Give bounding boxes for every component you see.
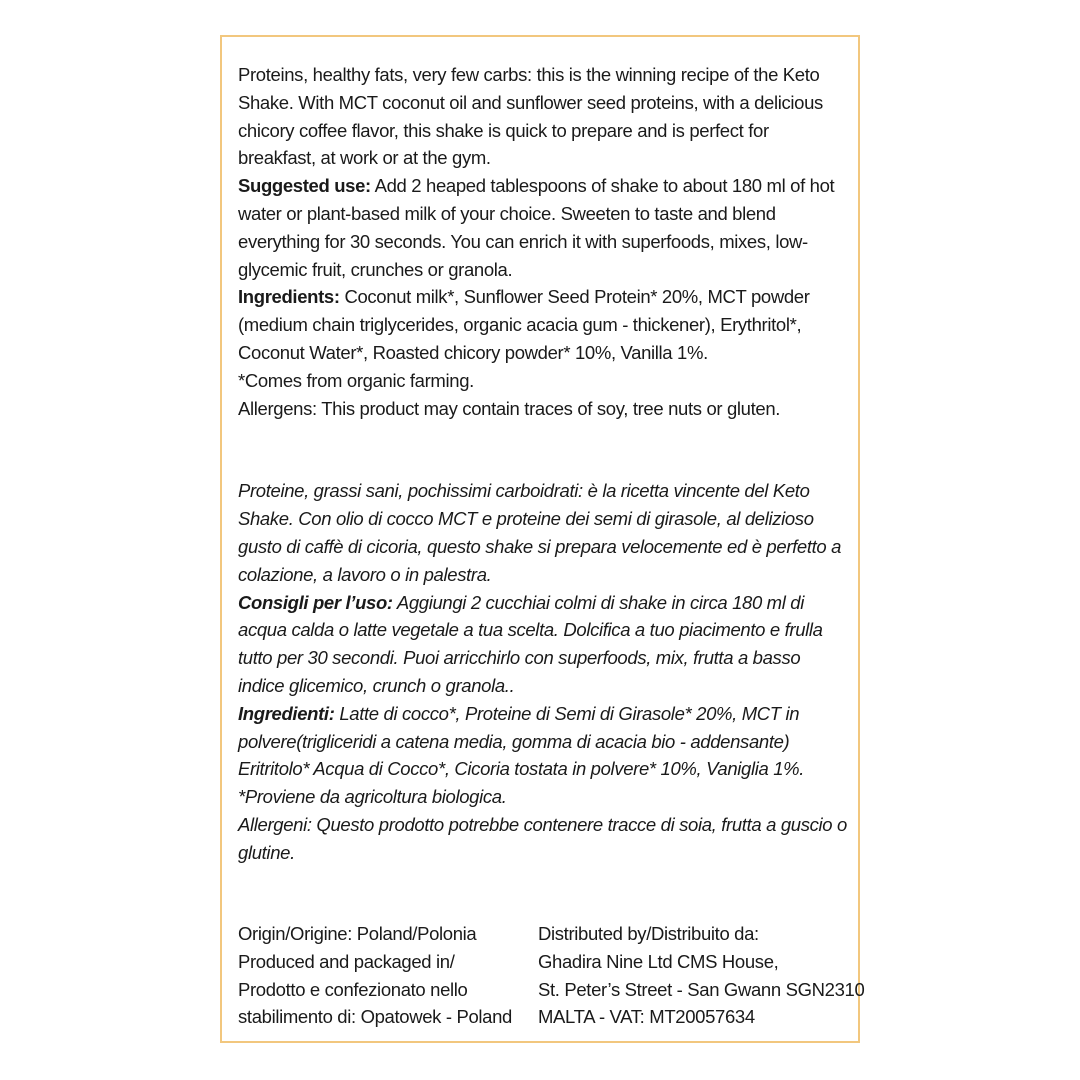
- distributor-line: Distributed by/Distribuito da:: [538, 923, 759, 944]
- english-ingredients-text: Coconut milk*, Sunflower Seed Protein* 20%, MCT powder (medium chain triglycerides, organic acacia gum - thickener), Erythritol*, Coconut Water*, Roasted chicory powder* 10%, Vanilla 1%.: [238, 286, 810, 363]
- italian-ingredients: [238, 700, 848, 783]
- label-text-content: [238, 61, 848, 867]
- distributor-line: MALTA - VAT: MT20057634: [538, 1006, 755, 1028]
- english-allergens: Allergens: This product may contain traces of soy, tree nuts or gluten.: [238, 397, 781, 419]
- italian-suggested-use-label: Consigli per l’uso:: [238, 591, 393, 613]
- italian-ingredients-text: Latte di cocco*, Proteine di Semi di Girasole* 20%, MCT in polvere(trigliceridi a catena media, gomma di acacia bio - addensante) Eritritolo* Acqua di Cocco*, Cicoria tostata in polvere* 10%, Vaniglia 1%.: [238, 702, 805, 780]
- english-intro: Proteins, healthy fats, very few carbs: this is the winning recipe of the Keto Shake. With MCT coconut oil and sunflower seed proteins, with a delicious chicory coffee flavor, this shake is quick to prepare and is perfect for breakfast, at work or at the gym.: [238, 64, 823, 169]
- distributor-line: Ghadira Nine Ltd CMS House,: [538, 950, 779, 972]
- english-ingredients: [238, 283, 848, 366]
- english-ingredients-label: Ingredients:: [238, 286, 340, 308]
- italian-ingredients-label: Ingredienti:: [238, 702, 335, 724]
- distributor-block: [538, 920, 865, 1031]
- italian-section: [238, 477, 848, 866]
- english-suggested-use-text: Add 2 heaped tablespoons of shake to about 180 ml of hot water or plant-based milk of your choice. Sweeten to taste and blend everything for 30 seconds. You can enrich it with superfoods, mixes, low-glycemic fruit, crunches or granola.: [238, 175, 835, 280]
- english-organic-note: *Comes from organic farming.: [238, 369, 474, 391]
- english-suggested-use: [238, 172, 848, 283]
- origin-line: Produced and packaged in/: [238, 950, 455, 972]
- origin-line: Origin/Origine: Poland/Polonia: [238, 923, 477, 944]
- origin-block: [238, 920, 528, 1031]
- italian-organic-note: *Proviene da agricoltura biologica.: [238, 786, 507, 808]
- italian-suggested-use: [238, 589, 848, 700]
- origin-line: Prodotto e confezionato nello: [238, 978, 468, 1000]
- english-suggested-use-label: Suggested use:: [238, 175, 371, 197]
- italian-intro: Proteine, grassi sani, pochissimi carboidrati: è la ricetta vincente del Keto Shake. Con olio di cocco MCT e proteine dei semi di girasole, al delizioso gusto di caffè di cicoria, questo shake si prepara velocemente ed è perfetto a colazione, a lavoro o in palestra.: [238, 480, 842, 585]
- italian-suggested-use-text: Aggiungi 2 cucchiai colmi di shake in circa 180 ml di acqua calda o latte vegetale a tua scelta. Dolcifica a tuo piacimento e frulla tutto per 30 secondi. Puoi arricchirlo con superfoods, mix, frutta a basso indice glicemico, crunch o granola..: [238, 591, 823, 696]
- distributor-line: St. Peter’s Street - San Gwann SGN2310: [538, 978, 865, 1000]
- italian-allergens: Allergeni: Questo prodotto potrebbe contenere tracce di soia, frutta a guscio o glutine.: [238, 813, 847, 863]
- english-section: [238, 61, 848, 422]
- origin-line: stabilimento di: Opatowek - Poland: [238, 1006, 512, 1028]
- product-label-panel: [220, 35, 865, 1043]
